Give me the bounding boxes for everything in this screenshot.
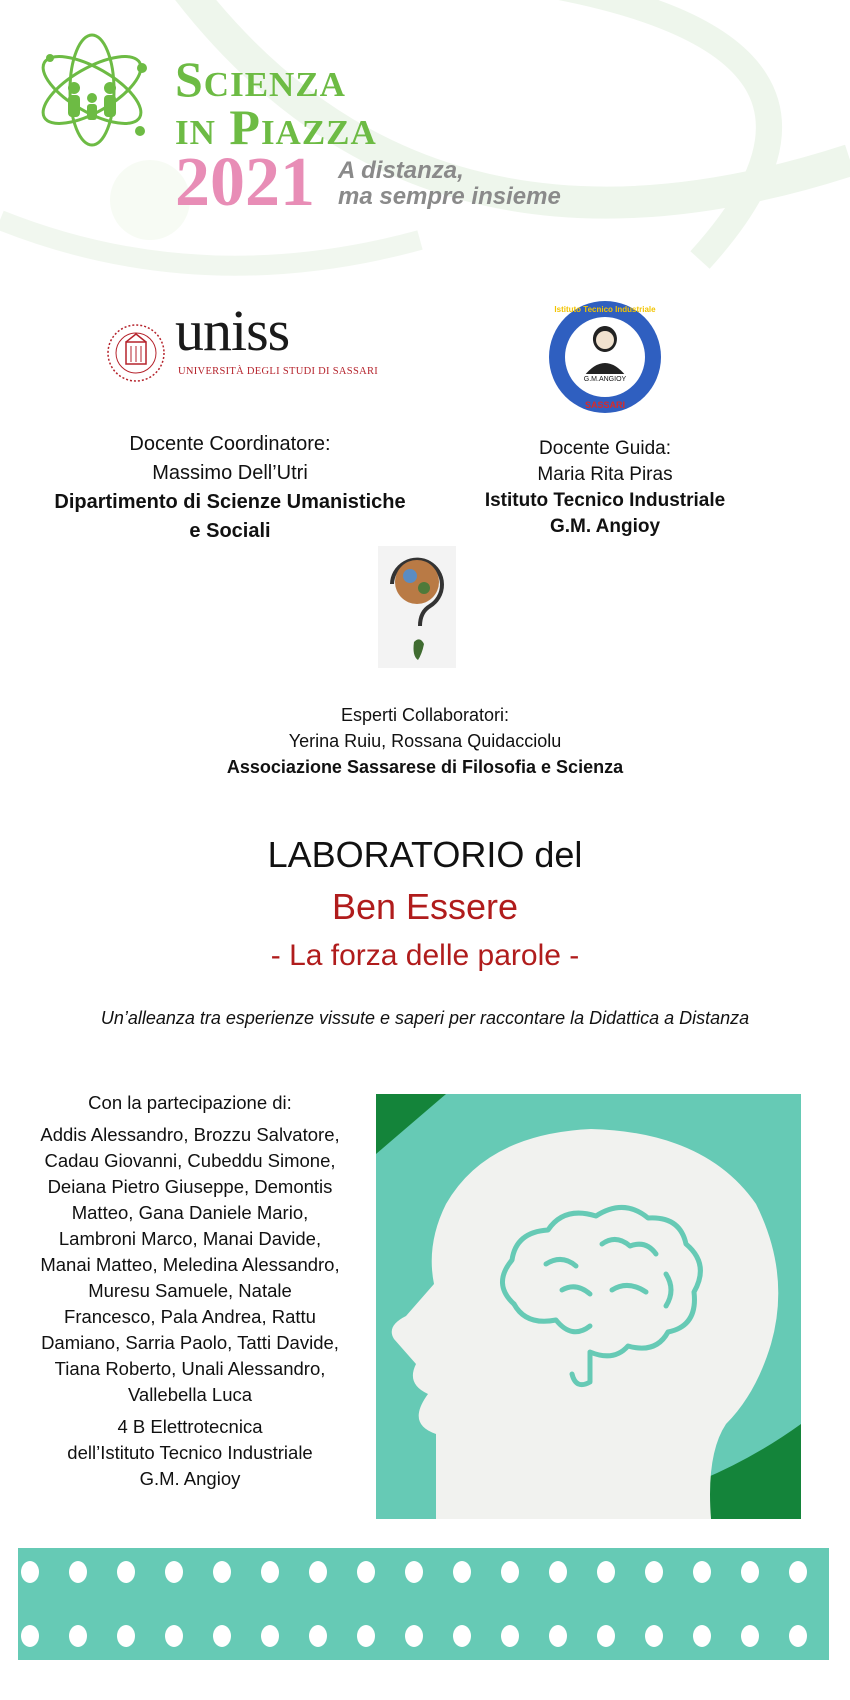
class-line1: 4 B Elettrotecnica — [117, 1416, 263, 1437]
event-title-line1: Scienza — [175, 51, 346, 107]
experts-org: Associazione Sassarese di Filosofia e Scienza — [226, 757, 624, 777]
guide-role: Docente Guida: — [538, 438, 672, 459]
event-tagline — [338, 158, 561, 210]
head-brain-graphic — [376, 1094, 801, 1519]
participants-intro: Con la partecipazione di: — [88, 1092, 292, 1113]
uniss-logo-subtitle: UNIVERSITÀ DEGLI STUDI DI SASSARI — [178, 366, 379, 377]
itis-seal-center-label: G.M.ANGIOY — [583, 376, 627, 383]
association-question-mark-logo-icon — [378, 546, 456, 668]
head-brain-illustration — [376, 1094, 801, 1519]
coordinator-name: Massimo Dell’Utri — [152, 462, 308, 484]
event-title — [175, 51, 377, 155]
participants-block — [40, 1090, 340, 1492]
decorative-dotted-band — [18, 1548, 829, 1660]
event-title-line2: in Piazza — [175, 99, 377, 155]
guide-school-line1: Istituto Tecnico Industriale — [484, 490, 726, 511]
itis-seal-ring-label: Istituto Tecnico Industriale — [554, 305, 656, 314]
participants-names: Addis Alessandro, Brozzu Salvatore, Cadau Giovanni, Cubeddu Simone, Deiana Pietro Giuseppe, Demontis Matteo, Gana Daniele Mario, Lambroni Marco, Manai Davide, Manai Matteo, Meledina Alessandro, Muresu Samuele, Natale Francesco, Pala Andrea, Rattu Damiano, Sarria Paolo, Tatti Davide, Tiana Roberto, Unali Alessandro, Vallebella Luca — [40, 1124, 340, 1405]
experts-role: Esperti Collaboratori: — [340, 705, 510, 725]
event-year: 2021 — [175, 144, 315, 221]
coordinator-role: Docente Coordinatore: — [129, 433, 331, 455]
lab-title-line3: - La forza delle parole - — [270, 939, 580, 972]
tagline-line1: A distanza, — [338, 157, 464, 184]
guide-school-line2: G.M. Angioy — [549, 516, 661, 537]
class-line3: G.M. Angioy — [139, 1468, 241, 1489]
guide-name: Maria Rita Piras — [537, 464, 673, 485]
coordinator-block — [30, 430, 430, 546]
itis-seal-bottom-label: SASSARI — [584, 400, 626, 410]
itis-angioy-seal-icon — [546, 298, 664, 416]
guide-block — [470, 436, 740, 540]
lab-title-line1: LABORATORIO del — [267, 834, 583, 875]
uniss-logo-text: uniss — [175, 298, 290, 363]
scienza-atom-logo-icon — [30, 28, 155, 148]
lab-subtitle: Un’alleanza tra esperienze vissute e saperi per raccontare la Didattica a Distanza — [100, 1008, 750, 1028]
uniss-seal-icon — [106, 318, 166, 388]
dotted-band-pattern — [18, 1548, 829, 1660]
experts-names: Yerina Ruiu, Rossana Quidacciolu — [288, 731, 562, 751]
tagline-line2: ma sempre insieme — [338, 183, 561, 210]
experts-block — [175, 702, 675, 780]
lab-title-line2: Ben Essere — [331, 886, 519, 927]
class-line2: dell’Istituto Tecnico Industriale — [67, 1442, 313, 1463]
coordinator-dept-line1: Dipartimento di Scienze Umanistiche — [54, 491, 406, 513]
coordinator-dept-line2: e Sociali — [189, 520, 271, 542]
